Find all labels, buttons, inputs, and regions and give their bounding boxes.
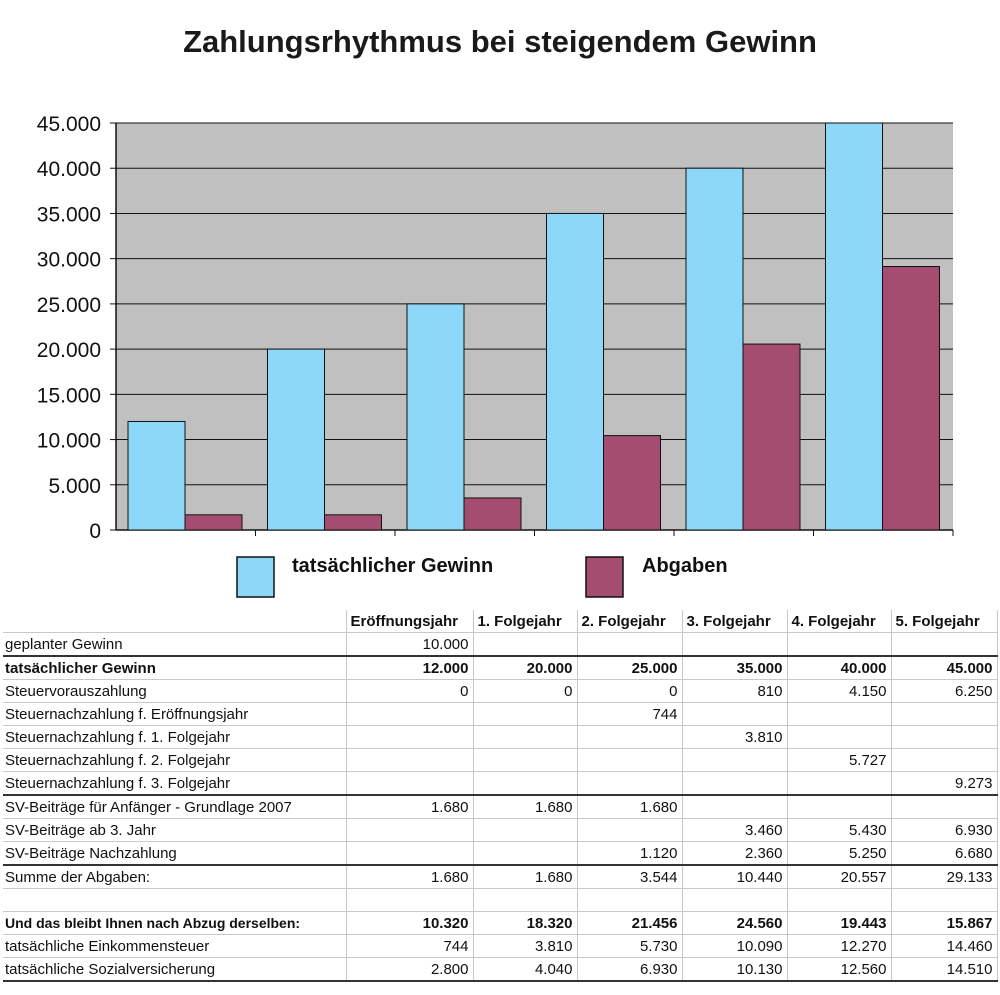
table-cell: 24.560 [682, 912, 787, 935]
table-cell: 20.000 [473, 656, 577, 680]
table-cell: 12.560 [787, 958, 891, 982]
table-cell: 744 [577, 703, 682, 726]
table-cell: 2.800 [346, 958, 473, 982]
row-label: Summe der Abgaben: [3, 865, 346, 889]
y-tick-label: 35.000 [36, 203, 101, 227]
table-cell [787, 726, 891, 749]
bar-gewinn-3 [407, 304, 464, 530]
table-cell: 14.460 [891, 935, 997, 958]
table-cell [577, 633, 682, 657]
row-label: Steuervorauszahlung [3, 680, 346, 703]
table-cell: 6.930 [577, 958, 682, 982]
table-cell: 9.273 [891, 772, 997, 796]
y-tick-label: 25.000 [36, 293, 101, 317]
table-cell: 12.270 [787, 935, 891, 958]
table-cell [473, 842, 577, 866]
column-header [3, 610, 346, 633]
table-cell: 10.440 [682, 865, 787, 889]
table-cell [473, 772, 577, 796]
table-cell [787, 772, 891, 796]
table-row [3, 842, 997, 866]
table-cell: 1.680 [473, 795, 577, 819]
row-label: tatsächliche Einkommensteuer [3, 935, 346, 958]
table-cell: 40.000 [787, 656, 891, 680]
table-cell [577, 772, 682, 796]
table-cell: 18.320 [473, 912, 577, 935]
table-cell: 0 [346, 680, 473, 703]
column-header: 5. Folgejahr [891, 610, 997, 633]
table-row [3, 633, 997, 657]
row-label: tatsächliche Sozialversicherung [3, 958, 346, 982]
column-header: 2. Folgejahr [577, 610, 682, 633]
table-cell [346, 889, 473, 912]
table-cell: 4.040 [473, 958, 577, 982]
table-row [3, 958, 997, 982]
table-row [3, 795, 997, 819]
y-tick-label: 0 [89, 520, 101, 543]
table-cell [891, 889, 997, 912]
table-cell [577, 889, 682, 912]
table-cell: 14.510 [891, 958, 997, 982]
legend-label: tatsächlicher Gewinn [292, 555, 494, 577]
table-cell: 10.090 [682, 935, 787, 958]
column-header: 3. Folgejahr [682, 610, 787, 633]
table-cell [682, 889, 787, 912]
table-cell [473, 819, 577, 842]
table-cell: 1.120 [577, 842, 682, 866]
table-cell [577, 819, 682, 842]
table-cell [682, 795, 787, 819]
bar-abgaben-5 [743, 344, 800, 530]
table-cell: 10.130 [682, 958, 787, 982]
table-cell [891, 726, 997, 749]
row-label: SV-Beiträge Nachzahlung [3, 842, 346, 866]
table-cell [787, 633, 891, 657]
table-cell: 29.133 [891, 865, 997, 889]
table-cell: 21.456 [577, 912, 682, 935]
table-cell [577, 726, 682, 749]
table-cell [346, 842, 473, 866]
table-cell [473, 889, 577, 912]
table-cell [787, 795, 891, 819]
table-cell [891, 795, 997, 819]
bar-gewinn-2 [268, 349, 325, 530]
legend-swatch [586, 557, 623, 597]
row-label: Steuernachzahlung f. Eröffnungsjahr [3, 703, 346, 726]
y-tick-label: 20.000 [36, 339, 101, 363]
table-row [3, 749, 997, 772]
y-tick-label: 15.000 [36, 384, 101, 408]
table-cell [682, 749, 787, 772]
table-cell [682, 633, 787, 657]
table-cell: 5.250 [787, 842, 891, 866]
table-cell [473, 703, 577, 726]
table-cell: 6.680 [891, 842, 997, 866]
table-cell [473, 633, 577, 657]
table-row [3, 935, 997, 958]
bar-abgaben-4 [604, 436, 661, 530]
plot-area [37, 113, 953, 543]
row-label: Steuernachzahlung f. 3. Folgejahr [3, 772, 346, 796]
table-cell: 12.000 [346, 656, 473, 680]
table-cell: 3.810 [682, 726, 787, 749]
table-cell [473, 749, 577, 772]
table-cell [891, 703, 997, 726]
legend-label: Abgaben [642, 555, 728, 577]
table-cell: 744 [346, 935, 473, 958]
column-header: 4. Folgejahr [787, 610, 891, 633]
row-label: geplanter Gewinn [3, 633, 346, 657]
table-cell: 3.810 [473, 935, 577, 958]
bar-gewinn-5 [686, 168, 743, 530]
table-row [3, 680, 997, 703]
y-tick-label: 45.000 [36, 113, 101, 136]
row-label: tatsächlicher Gewinn [3, 656, 346, 680]
row-label: Steuernachzahlung f. 2. Folgejahr [3, 749, 346, 772]
table-cell: 20.557 [787, 865, 891, 889]
table-cell [346, 703, 473, 726]
table-cell [346, 819, 473, 842]
bar-abgaben-6 [883, 267, 940, 530]
bar-abgaben-2 [325, 515, 382, 530]
table-cell [787, 703, 891, 726]
y-tick-label: 30.000 [36, 248, 101, 272]
data-table [3, 610, 998, 982]
legend [237, 555, 728, 597]
y-tick-label: 10.000 [36, 429, 101, 453]
bar-gewinn-6 [826, 123, 883, 530]
chart-title: Zahlungsrhythmus bei steigendem Gewinn [183, 24, 817, 59]
table-cell: 25.000 [577, 656, 682, 680]
bar-gewinn-4 [547, 213, 604, 530]
table-cell [346, 726, 473, 749]
row-label: Steuernachzahlung f. 1. Folgejahr [3, 726, 346, 749]
table-row [3, 703, 997, 726]
y-tick-label: 40.000 [36, 158, 101, 182]
table-cell: 2.360 [682, 842, 787, 866]
table-cell: 0 [473, 680, 577, 703]
table-cell: 6.250 [891, 680, 997, 703]
table-cell: 810 [682, 680, 787, 703]
table-cell [891, 749, 997, 772]
table-cell [346, 772, 473, 796]
table-cell [682, 772, 787, 796]
column-header: 1. Folgejahr [473, 610, 577, 633]
table-cell: 3.460 [682, 819, 787, 842]
bar-abgaben-1 [185, 515, 242, 530]
bar-gewinn-1 [128, 421, 185, 530]
table-cell: 4.150 [787, 680, 891, 703]
table-cell: 1.680 [346, 865, 473, 889]
row-label [3, 889, 346, 912]
table-cell: 1.680 [577, 795, 682, 819]
column-header: Eröffnungsjahr [346, 610, 473, 633]
table-cell: 5.730 [577, 935, 682, 958]
table-cell [346, 749, 473, 772]
table-cell: 35.000 [682, 656, 787, 680]
row-label: SV-Beiträge für Anfänger - Grundlage 2007 [3, 795, 346, 819]
table-cell: 3.544 [577, 865, 682, 889]
table-cell: 19.443 [787, 912, 891, 935]
row-label: Und das bleibt Ihnen nach Abzug derselben: [3, 912, 346, 935]
y-tick-label: 5.000 [48, 474, 101, 498]
table-header-row [3, 610, 997, 633]
table-cell: 45.000 [891, 656, 997, 680]
table-cell: 5.430 [787, 819, 891, 842]
table-cell: 5.727 [787, 749, 891, 772]
table-cell [682, 703, 787, 726]
table-row [3, 912, 997, 935]
row-label: SV-Beiträge ab 3. Jahr [3, 819, 346, 842]
legend-swatch [237, 557, 274, 597]
table-cell [787, 889, 891, 912]
table-cell: 0 [577, 680, 682, 703]
table-row [3, 656, 997, 680]
table-cell: 1.680 [346, 795, 473, 819]
table-cell: 10.000 [346, 633, 473, 657]
table-row [3, 819, 997, 842]
table-cell [891, 633, 997, 657]
table-cell [473, 726, 577, 749]
table-row [3, 772, 997, 796]
table-cell: 10.320 [346, 912, 473, 935]
table-cell [577, 749, 682, 772]
table-cell: 1.680 [473, 865, 577, 889]
table-cell: 15.867 [891, 912, 997, 935]
table-row [3, 865, 997, 889]
table-cell: 6.930 [891, 819, 997, 842]
table-row [3, 889, 997, 912]
bar-abgaben-3 [464, 498, 521, 530]
table-row [3, 726, 997, 749]
